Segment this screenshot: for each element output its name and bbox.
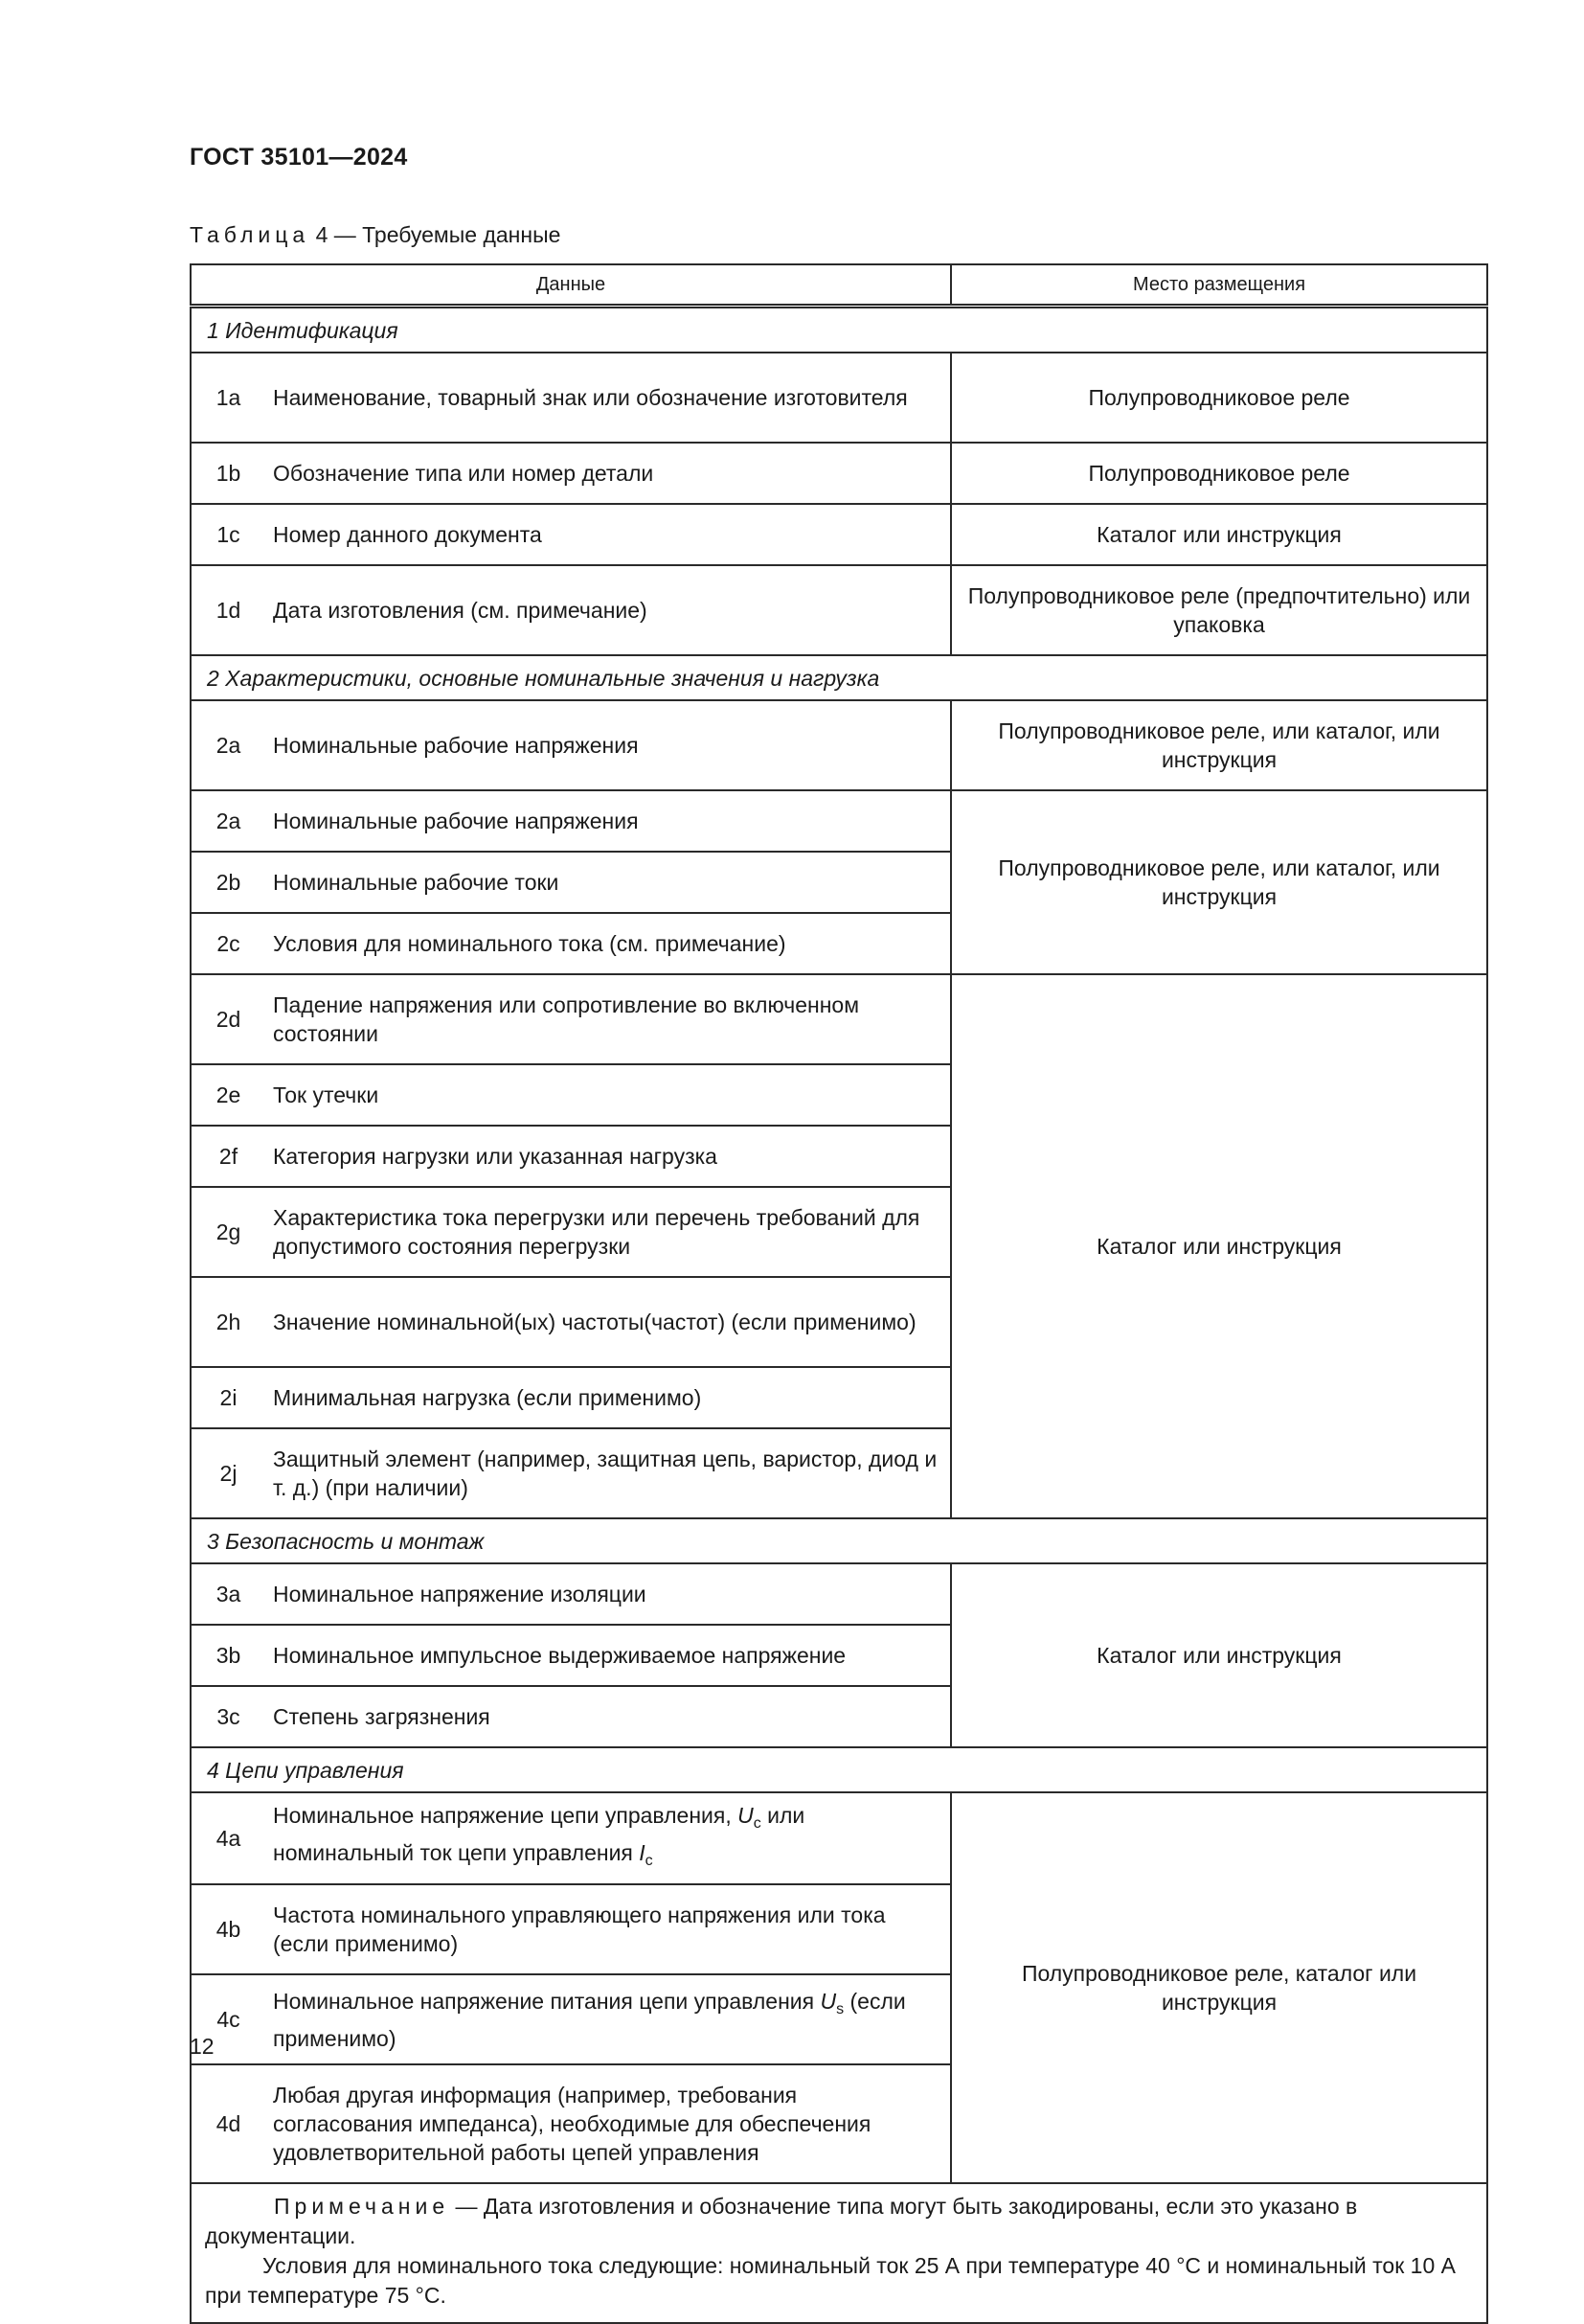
row-text: Номинальное напряжение питания цепи управления bbox=[273, 1988, 821, 2014]
table-row bbox=[191, 974, 1487, 1064]
note-dash: — bbox=[449, 2194, 484, 2219]
row-code: 2i bbox=[191, 1367, 267, 1428]
row-description bbox=[267, 1974, 951, 2064]
section-title-safety: 3 Безопасность и монтаж bbox=[191, 1518, 1487, 1563]
table-row bbox=[191, 1792, 1487, 1884]
row-code: 2g bbox=[191, 1187, 267, 1277]
column-header-data: Данные bbox=[191, 264, 951, 307]
row-code: 4d bbox=[191, 2064, 267, 2183]
section-title-identification: 1 Идентификация bbox=[191, 307, 1487, 353]
row-place: Полупроводниковое реле bbox=[951, 353, 1487, 443]
row-description: Степень загрязнения bbox=[267, 1686, 951, 1747]
row-description: Номинальные рабочие напряжения bbox=[267, 700, 951, 790]
page-number: 12 bbox=[190, 2034, 215, 2059]
required-data-table bbox=[190, 263, 1488, 2324]
table-row bbox=[191, 700, 1487, 790]
document-header: ГОСТ 35101—2024 bbox=[190, 144, 408, 171]
symbol: I bbox=[639, 1840, 645, 1865]
note-text-2: Условия для номинального тока следующие: номинальный ток 25 А при температуре 40 °С и номинальный ток 10 А при температуре 75 °С. bbox=[205, 2253, 1456, 2308]
row-code: 2e bbox=[191, 1064, 267, 1126]
row-text: Номинальное напряжение цепи управления, bbox=[273, 1803, 738, 1828]
row-description: Дата изготовления (см. примечание) bbox=[267, 565, 951, 655]
section-title-characteristics: 2 Характеристики, основные номинальные значения и нагрузка bbox=[191, 655, 1487, 700]
table-caption bbox=[190, 222, 560, 248]
row-description: Условия для номинального тока (см. примечание) bbox=[267, 913, 951, 974]
note-line-1 bbox=[205, 2192, 1473, 2251]
row-code: 4b bbox=[191, 1884, 267, 1974]
row-description: Защитный элемент (например, защитная цепь, варистор, диод и т. д.) (при наличии) bbox=[267, 1428, 951, 1518]
column-header-place: Место размещения bbox=[951, 264, 1487, 307]
row-place: Каталог или инструкция bbox=[951, 504, 1487, 565]
note-row bbox=[191, 2183, 1487, 2323]
row-code: 1a bbox=[191, 353, 267, 443]
row-description: Падение напряжения или сопротивление во включенном состоянии bbox=[267, 974, 951, 1064]
symbol-subscript: s bbox=[836, 2000, 845, 2017]
row-place-group: Полупроводниковое реле, или каталог, или инструкция bbox=[951, 790, 1487, 974]
row-description: Номинальные рабочие токи bbox=[267, 852, 951, 913]
row-description: Номер данного документа bbox=[267, 504, 951, 565]
row-text: или номинальный ток цепи управления bbox=[273, 1803, 805, 1865]
row-description: Номинальное импульсное выдерживаемое напряжение bbox=[267, 1625, 951, 1686]
row-code: 1c bbox=[191, 504, 267, 565]
table-row bbox=[191, 353, 1487, 443]
row-code: 2f bbox=[191, 1126, 267, 1187]
row-description: Категория нагрузки или указанная нагрузка bbox=[267, 1126, 951, 1187]
row-code: 1d bbox=[191, 565, 267, 655]
section-row bbox=[191, 307, 1487, 353]
row-description: Любая другая информация (например, требования согласования импеданса), необходимые для обеспечения удовлетворительной работы цепей управления bbox=[267, 2064, 951, 2183]
row-description: Частота номинального управляющего напряжения или тока (если применимо) bbox=[267, 1884, 951, 1974]
table-row bbox=[191, 504, 1487, 565]
row-description: Характеристика тока перегрузки или перечень требований для допустимого состояния перегрузки bbox=[267, 1187, 951, 1277]
row-description: Обозначение типа или номер детали bbox=[267, 443, 951, 504]
row-code: 2d bbox=[191, 974, 267, 1064]
symbol: U bbox=[820, 1988, 837, 2014]
row-code: 4a bbox=[191, 1792, 267, 1884]
table-caption-title: 4 — Требуемые данные bbox=[309, 222, 561, 247]
row-description: Наименование, товарный знак или обозначение изготовителя bbox=[267, 353, 951, 443]
row-text: (если применимо) bbox=[273, 1988, 906, 2051]
row-code: 3c bbox=[191, 1686, 267, 1747]
symbol-subscript: c bbox=[645, 1853, 653, 1869]
row-code: 4c bbox=[191, 1974, 267, 2064]
row-place: Полупроводниковое реле bbox=[951, 443, 1487, 504]
table-caption-label: Таблица bbox=[190, 222, 310, 247]
row-place: Полупроводниковое реле, или каталог, или инструкция bbox=[951, 700, 1487, 790]
section-row bbox=[191, 655, 1487, 700]
row-code: 2a bbox=[191, 790, 267, 852]
row-place: Полупроводниковое реле (предпочтительно) или упаковка bbox=[951, 565, 1487, 655]
row-description: Минимальная нагрузка (если применимо) bbox=[267, 1367, 951, 1428]
symbol-subscript: c bbox=[753, 1815, 761, 1832]
table-header-row bbox=[191, 264, 1487, 307]
row-description: Номинальное напряжение изоляции bbox=[267, 1563, 951, 1625]
row-place-group: Полупроводниковое реле, каталог или инструкция bbox=[951, 1792, 1487, 2183]
section-title-control-circuits: 4 Цепи управления bbox=[191, 1747, 1487, 1792]
row-code: 1b bbox=[191, 443, 267, 504]
table-row bbox=[191, 565, 1487, 655]
row-code: 2j bbox=[191, 1428, 267, 1518]
row-place-group: Каталог или инструкция bbox=[951, 974, 1487, 1518]
note-line-2 bbox=[205, 2251, 1473, 2311]
row-description: Номинальные рабочие напряжения bbox=[267, 790, 951, 852]
table-row bbox=[191, 443, 1487, 504]
section-row bbox=[191, 1747, 1487, 1792]
note-text-1: Дата изготовления и обозначение типа могут быть закодированы, если это указано в документации. bbox=[205, 2194, 1358, 2248]
row-description: Значение номинальной(ых) частоты(частот) (если применимо) bbox=[267, 1277, 951, 1367]
note-label: Примечание bbox=[274, 2194, 450, 2219]
row-code: 3a bbox=[191, 1563, 267, 1625]
table-row bbox=[191, 790, 1487, 852]
row-code: 2c bbox=[191, 913, 267, 974]
table-row bbox=[191, 1563, 1487, 1625]
row-code: 2b bbox=[191, 852, 267, 913]
row-code: 2a bbox=[191, 700, 267, 790]
row-description bbox=[267, 1792, 951, 1884]
section-row bbox=[191, 1518, 1487, 1563]
row-place-group: Каталог или инструкция bbox=[951, 1563, 1487, 1747]
row-description: Ток утечки bbox=[267, 1064, 951, 1126]
table-note bbox=[191, 2183, 1487, 2323]
symbol: U bbox=[737, 1803, 754, 1828]
row-code: 3b bbox=[191, 1625, 267, 1686]
row-code: 2h bbox=[191, 1277, 267, 1367]
